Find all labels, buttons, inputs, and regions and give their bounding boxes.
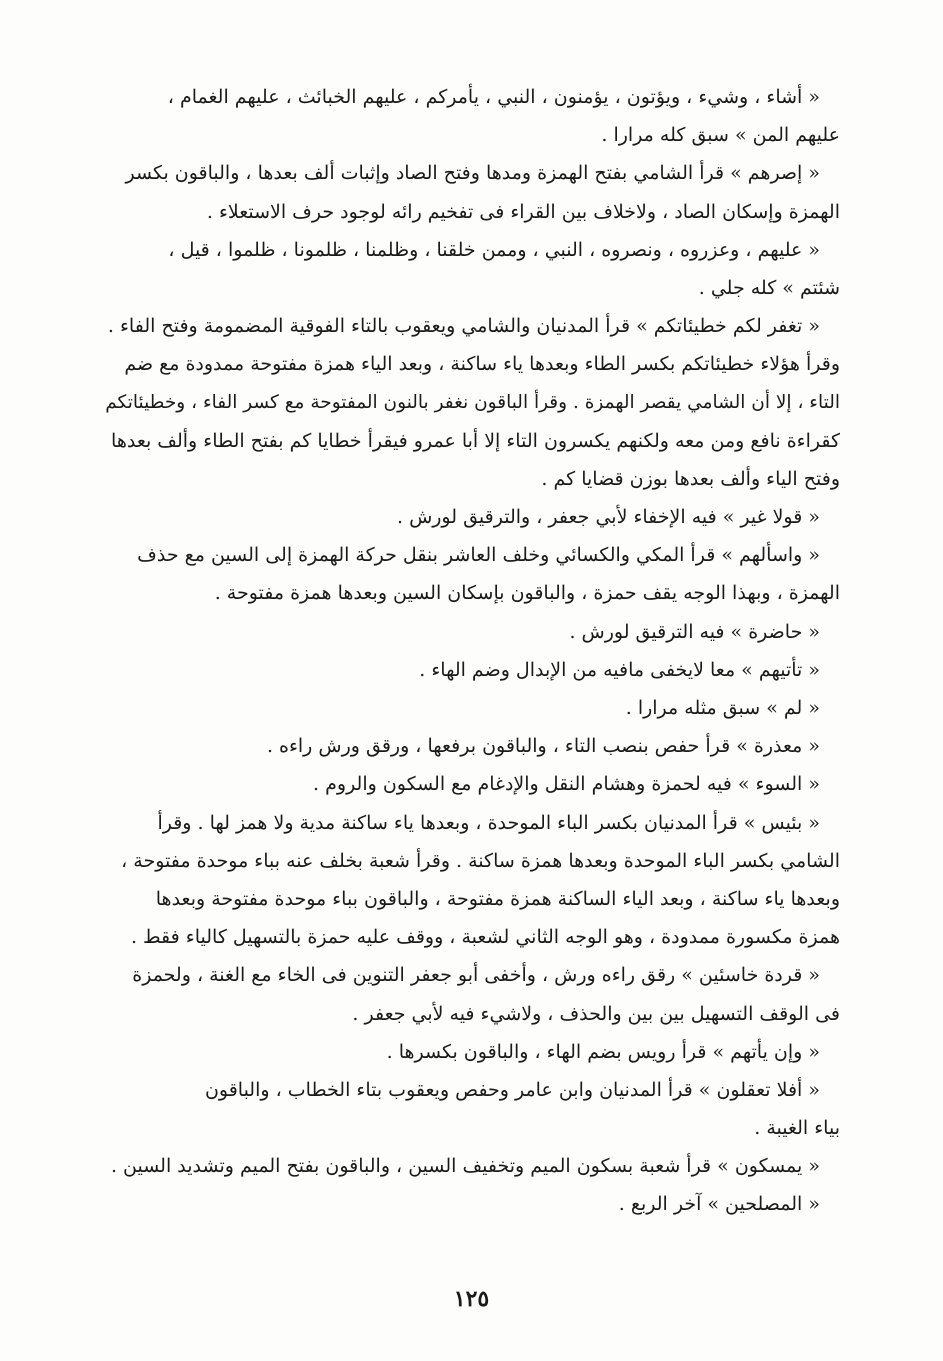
text-line: الهمزة وإسكان الصاد ، ولاخلاف بين القراء فى تفخيم رائه لوجود حرف الاستعلاء . (206, 200, 840, 223)
text-line: كقراءة نافع ومن معه ولكنهم يكسرون التاء إلا أبا عمرو فيقرأ خطايا كم بفتح الطاء وألف بعدها (111, 429, 840, 452)
text-line: شئتم » كله جلي . (698, 276, 840, 299)
text-line: وفتح الياء وألف بعدها بوزن قضايا كم . (541, 467, 840, 490)
text-line: « تأتيهم » معا لايخفى مافيه من الإبدال وضم الهاء . (419, 658, 820, 681)
text-line: « السوء » فيه لحمزة وهشام النقل والإدغام مع السكون والروم . (313, 773, 820, 796)
page-number: ١٢٥ (453, 1286, 490, 1312)
text-line: وقرأ هؤلاء خطيئاتكم بكسر الطاء وبعدها ياء ساكنة ، وبعد الياء همزة مفتوحة ممدودة مع ضم (124, 353, 840, 376)
text-line: « معذرة » قرأ حفص بنصب التاء ، والباقون برفعها ، ورقق ورش راءه . (266, 735, 820, 758)
text-line: « تغفر لكم خطيئاتكم » قرأ المدنيان والشامي ويعقوب بالتاء الفوقية المضمومة وفتح الفاء . (107, 315, 820, 338)
text-line: « حاضرة » فيه الترقيق لورش . (569, 620, 820, 643)
text-line: « يمسكون » قرأ شعبة بسكون الميم وتخفيف السين ، والباقون بفتح الميم وتشديد السين . (110, 1155, 820, 1178)
text-line: « المصلحين » آخر الربع . (618, 1193, 820, 1216)
text-line: الهمزة ، وبهذا الوجه يقف حمزة ، والباقون بإسكان السين وبعدها همزة مفتوحة . (214, 582, 840, 605)
text-line: عليهم المن » سبق كله مرارا . (601, 124, 840, 147)
text-line: وبعدها ياء ساكنة ، وبعد الياء الساكنة همزة مفتوحة ، والباقون بباء موحدة مفتوحة وبعدها (155, 887, 840, 910)
text-line: « واسألهم » قرأ المكي والكسائي وخلف العاشر بنقل حركة الهمزة إلى السين مع حذف (137, 544, 820, 567)
text-line: همزة مكسورة ممدودة ، وهو الوجه الثاني لشعبة ، ووقف عليه حمزة بالتسهيل كالياء فقط . (130, 926, 840, 949)
text-line: فى الوقف التسهيل بين بين والحذف ، ولاشيء فيه لأبي جعفر . (352, 1002, 840, 1025)
text-line: « بئيس » قرأ المدنيان بكسر الباء الموحدة ، وبعدها ياء ساكنة مدية ولا همز لها . وقرأ (157, 811, 820, 834)
text-line: التاء ، إلا أن الشامي يقصر الهمزة . وقرأ الباقون نغفر بالنون المفتوحة مع كسر الفاء ، وخطيئاتكم (105, 391, 840, 413)
text-line: « وإن يأتهم » قرأ رويس بضم الهاء ، والباقون بكسرها . (386, 1040, 820, 1063)
text-line: الشامي بكسر الباء الموحدة وبعدها همزة ساكنة . وقرأ شعبة بخلف عنه بباء موحدة مفتوحة ، (121, 849, 840, 872)
text-line: بياء الغيبة . (754, 1117, 840, 1140)
text-line: « أفلا تعقلون » قرأ المدنيان وابن عامر وحفص ويعقوب بتاء الخطاب ، والباقون (204, 1078, 820, 1101)
body-text (100, 78, 840, 1224)
text-line: « إصرهم » قرأ الشامي بفتح الهمزة ومدها وفتح الصاد وإثبات ألف بعدها ، والباقون بكسر (125, 162, 820, 185)
text-line: « قولا غير » فيه الإخفاء لأبي جعفر ، والترقيق لورش . (396, 506, 820, 529)
text-line: « عليهم ، وعزروه ، ونصروه ، النبي ، وممن خلقنا ، وظلمنا ، ظلمونا ، ظلموا ، قيل ، (168, 238, 820, 261)
text-line: « قردة خاسئين » رقق راءه ورش ، وأخفى أبو جعفر التنوين فى الخاء مع الغنة ، ولحمزة (132, 964, 820, 987)
text-line: « أشاء ، وشيء ، ويؤتون ، يؤمنون ، النبي ، يأمركم ، عليهم الخبائث ، عليهم الغمام ، (167, 86, 820, 108)
text-line: « لم » سبق مثله مرارا . (625, 697, 820, 719)
